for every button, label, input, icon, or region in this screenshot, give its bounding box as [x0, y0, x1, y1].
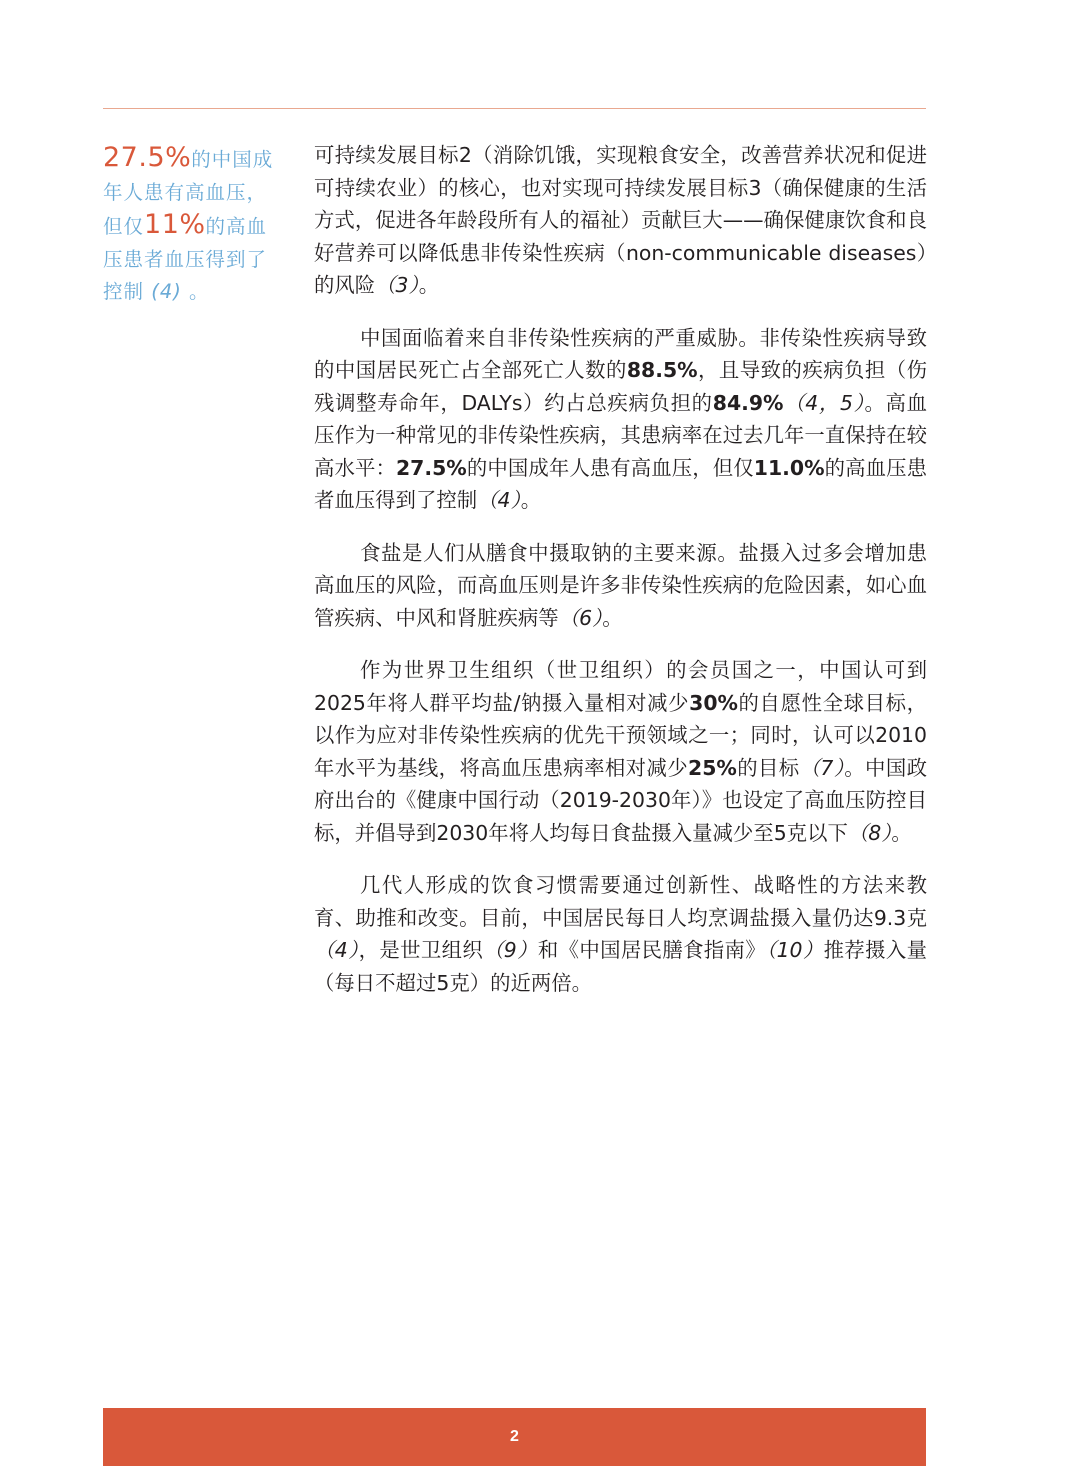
paragraph-4-text-1: 作为世界卫生组织（世卫组织）的会员国之一，中国认可到2025年将人群平均盐/钠摄入量相对减少 — [314, 658, 927, 715]
paragraph-2-bold-2: 84.9% — [712, 390, 784, 415]
paragraph-5-text-2: ，是世卫组织 — [358, 938, 484, 962]
paragraph-4-end: 。 — [891, 820, 912, 845]
paragraph-5-text-4: 推荐摄入量（每日不超过5克）的近两倍。 — [314, 938, 927, 995]
paragraph-2-end: 。 — [520, 488, 542, 512]
paragraph-1 — [314, 139, 927, 302]
paragraph-2-bold-4: 11.0% — [753, 455, 825, 480]
callout-percent-hypertension: 27.5% — [103, 142, 192, 173]
paragraph-4 — [314, 654, 927, 849]
paragraph-5-reference-2: （9） — [483, 938, 538, 962]
paragraph-2-reference-1: （4，5） — [783, 390, 865, 415]
main-body-text — [314, 139, 927, 1019]
paragraph-2-text-2: ，且导致的疾病负担（伤残调整寿命年，DALYs）约占总疾病负担的 — [314, 358, 928, 415]
paragraph-2-bold-1: 88.5% — [626, 358, 698, 382]
callout-text-2: 但仅 — [103, 215, 145, 238]
paragraph-2-text-5: 的高血压患者血压得到了控制 — [314, 455, 928, 512]
top-divider — [103, 108, 926, 109]
paragraph-4-text-2: 的自愿性全球目标，以作为应对非传染性疾病的优先干预领域之一；同时，认可以2010年水平为基线，将高血压患病率相对减少 — [314, 690, 928, 780]
paragraph-4-text-4: 。中国政府出台的《健康中国行动（2019-2030年）》也设定了高血压防控目标，并倡导到2030年将人均每日食盐摄入量减少至5克以下 — [314, 755, 928, 845]
paragraph-3-reference: （6） — [558, 605, 603, 630]
paragraph-1-text: 可持续发展目标2（消除饥饿，实现粮食安全，改善营养状况和促进可持续农业）的核心，也对实现可持续发展目标3（确保健康的生活方式，促进各年龄段所有人的福祉）贡献巨大——确保健康饮食和良好营养可以降低患非传染性疾病（non-communicable diseases）的风险 — [314, 143, 927, 297]
paragraph-4-bold-2: 25% — [688, 755, 737, 780]
paragraph-5-text-3: 和《中国居民膳食指南》 — [537, 938, 767, 962]
paragraph-4-bold-1: 30% — [689, 690, 738, 715]
paragraph-5-reference-3: （10） — [766, 938, 824, 962]
callout-text-3: 的高血压患者血压得到了控制 — [103, 215, 268, 303]
paragraph-1-end: 。 — [418, 273, 440, 297]
paragraph-2-text-3: 。高血压作为一种常见的非传染性疾病，其患病率在过去几年一直保持在较高水平： — [314, 390, 927, 480]
page-number: 2 — [510, 1428, 519, 1445]
callout-percent-controlled: 11% — [144, 209, 206, 240]
paragraph-3 — [314, 537, 927, 635]
sidebar-callout — [103, 142, 283, 309]
paragraph-5-text-1: 几代人形成的饮食习惯需要通过创新性、战略性的方法来教育、助推和改变。目前，中国居民每日人均烹调盐摄入量仍达9.3克 — [314, 873, 927, 930]
paragraph-4-reference-2: （8） — [847, 820, 892, 845]
paragraph-2-bold-3: 27.5% — [395, 455, 467, 480]
callout-text-1: 的中国成年人患有高血压， — [103, 148, 274, 204]
paragraph-2 — [314, 322, 927, 517]
paragraph-2-text-4: 的中国成年人患有高血压，但仅 — [466, 455, 754, 480]
paragraph-2-reference-2: （4） — [477, 488, 521, 512]
paragraph-3-end: 。 — [602, 605, 623, 630]
paragraph-4-text-3: 的目标 — [736, 755, 800, 780]
callout-reference: (4) — [151, 280, 182, 303]
paragraph-2-text-1: 中国面临着来自非传染性疾病的严重威胁。非传染性疾病导致的中国居民死亡占全部死亡人数的 — [314, 325, 927, 382]
paragraph-5 — [314, 869, 927, 999]
paragraph-4-reference-1: （7） — [799, 755, 845, 780]
paragraph-1-reference: （3） — [375, 273, 419, 297]
footer-bar — [103, 1408, 926, 1466]
paragraph-5-reference-1: （4） — [314, 938, 359, 962]
paragraph-3-text: 食盐是人们从膳食中摄取钠的主要来源。盐摄入过多会增加患高血压的风险，而高血压则是许多非传染性疾病的危险因素，如心血管疾病、中风和肾脏疾病等 — [314, 540, 927, 630]
callout-end: 。 — [189, 280, 210, 303]
